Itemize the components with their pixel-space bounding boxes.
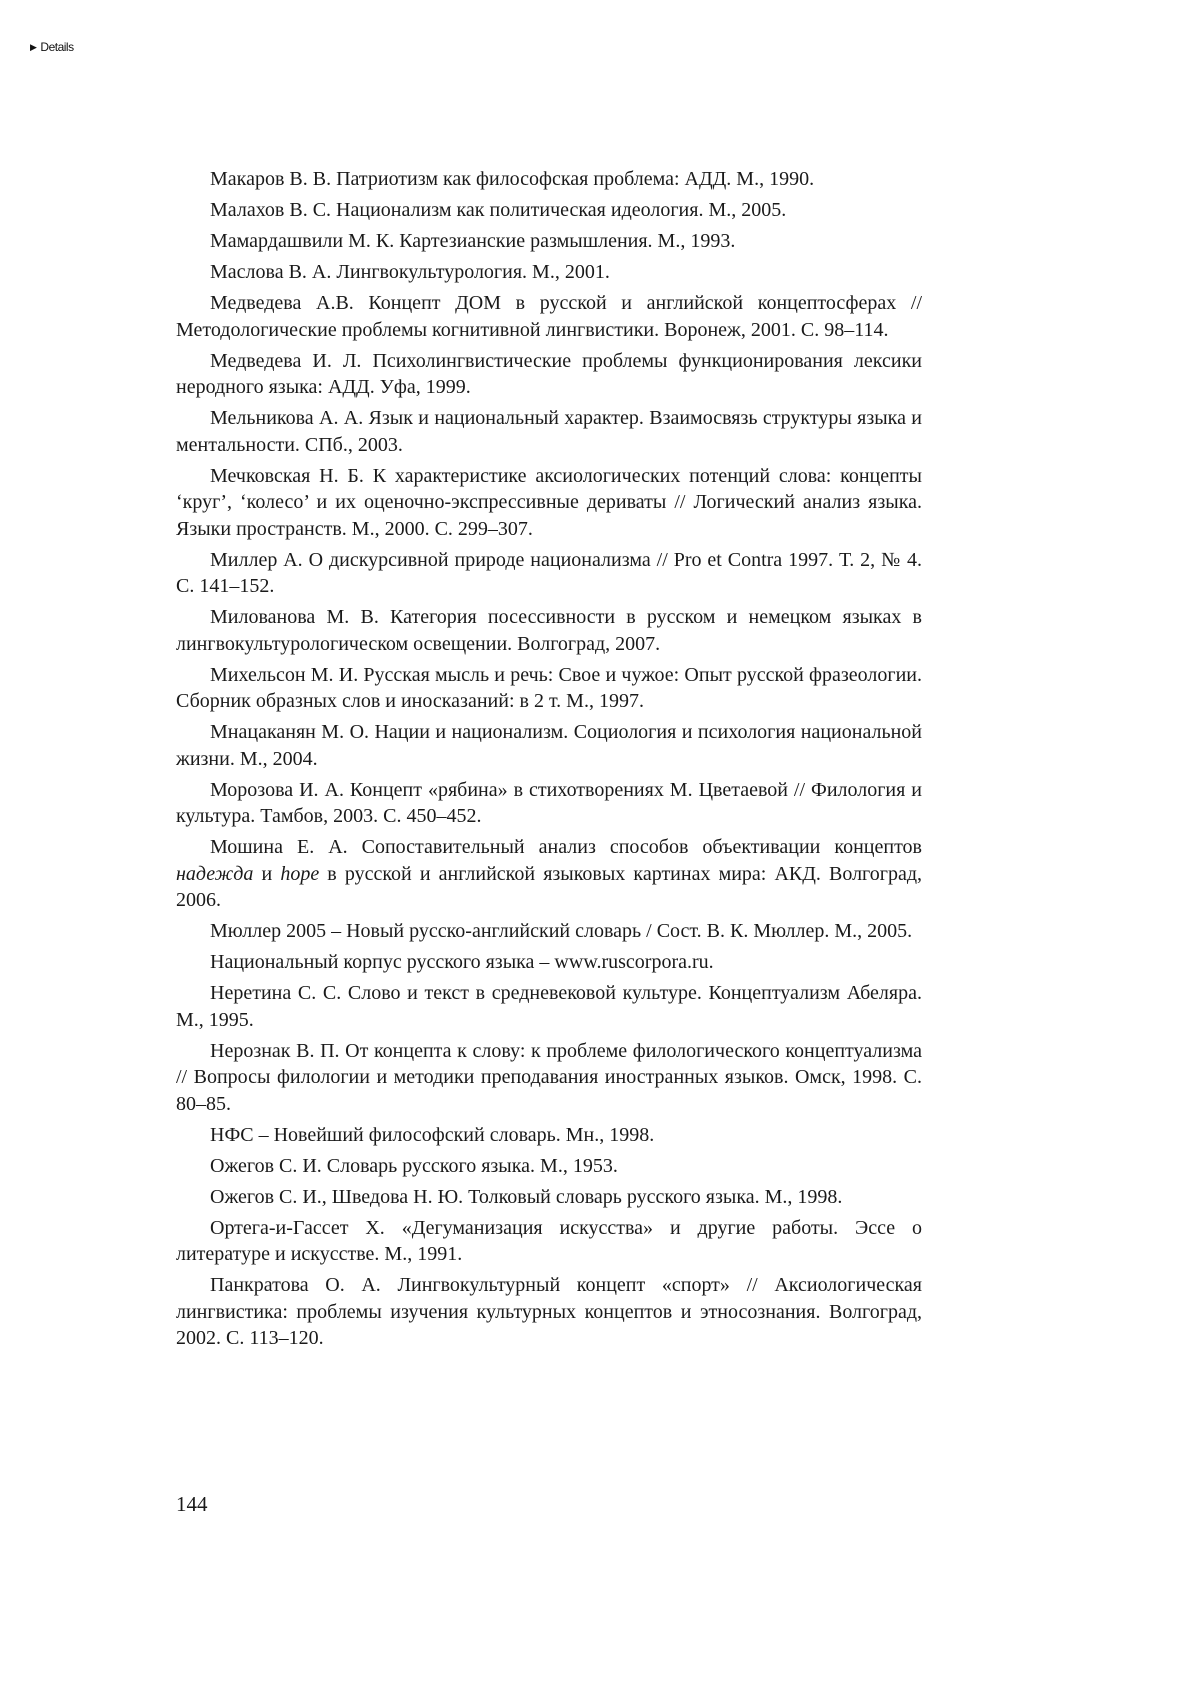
reference-item: Панкратова О. А. Лингвокультурный концепт «спорт» // Аксиологическая лингвистика: проблемы изучения культурных концептов и этносознания. Волгоград, 2002. С. 113–120. (176, 1274, 922, 1349)
reference-item: Неретина С. С. Слово и текст в средневековой культуре. Концептуализм Абеляра. М., 1995. (176, 982, 922, 1031)
reference-item: Морозова И. А. Концепт «рябина» в стихотворениях М. Цветаевой // Филология и культура. Тамбов, 2003. С. 450–452. (176, 778, 922, 827)
reference-item: НФС – Новейший философский словарь. Мн., 1998. (210, 1123, 655, 1146)
reference-emphasis: надежда (176, 862, 254, 885)
reference-item: Медведева А.В. Концепт ДОМ в русской и английской концептосферах // Методологические проблемы когнитивной лингвистики. Воронеж, 2001. С. 98–114. (176, 292, 922, 341)
reference-item (176, 834, 922, 914)
reference-item: Ожегов С. И., Шведова Н. Ю. Толковый словарь русского языка. М., 1998. (210, 1185, 843, 1208)
reference-item: Ожегов С. И. Словарь русского языка. М., 1953. (210, 1154, 618, 1177)
reference-item: Милованова М. В. Категория посессивности в русском и немецком языках в лингвокультурологическом освещении. Волгоград, 2007. (176, 606, 922, 655)
reference-item: Мамардашвили М. К. Картезианские размышления. М., 1993. (210, 230, 736, 252)
reference-emphasis: hope (280, 862, 320, 885)
reference-item: Нерознак В. П. От концепта к слову: к проблеме филологического концептуализма // Вопросы филологии и методики преподавания иностранных языков. Омск, 1998. С. 80–85. (176, 1039, 922, 1115)
reference-text: в русской и английской языковых картинах мира: АКД. Волгоград, 2006. (176, 862, 923, 911)
page-number: 144 (176, 1492, 208, 1516)
reference-item: Мечковская Н. Б. К характеристике аксиологических потенций слова: концепты ‘круг’, ‘колесо’ и их оценочно-экспрессивные дериваты // Логический анализ языка. Языки пространств. М., 2000. С. 299–307. (176, 464, 922, 540)
reference-item: Национальный корпус русского языка – www.ruscorpora.ru. (210, 951, 714, 973)
reference-item: Михельсон М. И. Русская мысль и речь: Свое и чужое: Опыт русской фразеологии. Сборник образных слов и иносказаний: в 2 т. М., 1997. (176, 663, 922, 712)
reference-item: Миллер А. О дискурсивной природе национализма // Pro et Contra 1997. Т. 2, № 4. С. 141–152. (176, 548, 922, 597)
reference-item: Мнацаканян М. О. Нации и национализм. Социология и психология национальной жизни. М., 2004. (176, 721, 922, 770)
reference-item: Макаров В. В. Патриотизм как философская проблема: АДД. М., 1990. (210, 168, 815, 190)
reference-list (176, 166, 922, 1356)
reference-item: Малахов В. С. Национализм как политическая идеология. М., 2005. (210, 199, 787, 221)
reference-item: Маслова В. А. Лингвокультурология. М., 2001. (210, 261, 610, 283)
triangle-right-icon: ▶ (30, 41, 37, 52)
details-toggle[interactable] (30, 40, 74, 54)
reference-item: Ортега-и-Гассет Х. «Дегуманизация искусства» и другие работы. Эссе о литературе и искусстве. М., 1991. (176, 1216, 922, 1265)
details-label: Details (40, 40, 74, 54)
reference-item: Мюллер 2005 – Новый русско-английский словарь / Сост. В. К. Мюллер. М., 2005. (210, 920, 913, 942)
reference-item: Медведева И. Л. Психолингвистические проблемы функционирования лексики неродного языка: АДД. Уфа, 1999. (176, 349, 922, 398)
reference-text: Мошина Е. А. Сопоставительный анализ способов объективации концептов (210, 836, 922, 858)
reference-text: и (253, 862, 281, 885)
reference-item: Мельникова А. А. Язык и национальный характер. Взаимосвязь структуры языка и ментальности. СПб., 2003. (176, 407, 922, 456)
